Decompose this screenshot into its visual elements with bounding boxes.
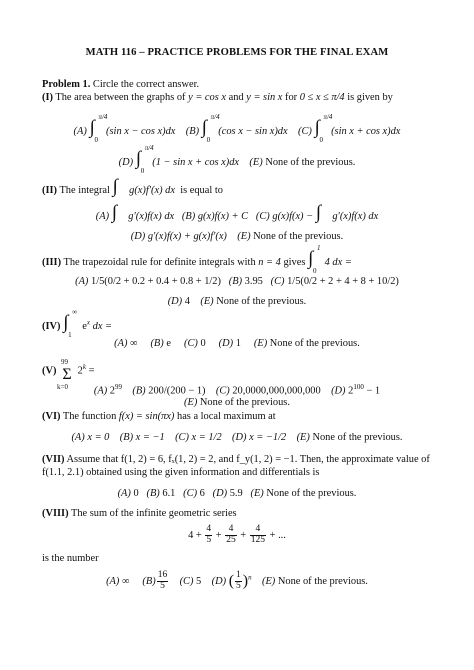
q5-tail: = — [88, 365, 95, 377]
q1-and: and — [228, 92, 244, 103]
q4-option-e[interactable]: None of the previous. — [269, 338, 360, 349]
q5-option-c-label[interactable]: (C) — [215, 385, 230, 397]
q1-text: The area between the graphs of — [55, 92, 186, 103]
q5-option-a-exponent: 99 — [114, 383, 122, 391]
q6-label: (VI) — [42, 411, 61, 422]
q8-option-b-label[interactable]: (B) — [142, 575, 156, 587]
q3-option-e[interactable]: None of the previous. — [216, 296, 307, 307]
q5-base: 2 — [77, 365, 83, 377]
q3-option-d[interactable]: 4 — [184, 296, 190, 307]
q6-option-c-label[interactable]: (C) — [175, 432, 189, 443]
q2-integrand: g(x)f′(x) dx — [129, 185, 175, 196]
q2-option-a[interactable]: g′(x)f(x) dx — [128, 211, 175, 222]
q8-option-d-label[interactable]: (D) — [211, 575, 227, 587]
q5-option-d-tail[interactable]: − 1 — [366, 385, 381, 397]
q7-option-b-label[interactable]: (B) — [146, 488, 160, 499]
integral-sign: ∫ π/4 0 — [89, 113, 108, 144]
problem-label: Problem 1. — [42, 79, 91, 90]
q4-option-d[interactable]: 1 — [235, 338, 241, 349]
q5-option-a-label[interactable]: (A) — [93, 385, 108, 397]
q1-option-e-label[interactable]: (E) — [249, 157, 263, 168]
q5-option-d[interactable]: 2 — [348, 385, 354, 397]
q2-label: (II) — [42, 185, 58, 196]
q7-option-e-label[interactable]: (E) — [250, 488, 264, 499]
q6-option-e[interactable]: None of the previous. — [312, 432, 403, 443]
q6-function: f(x) = sin(πx) — [118, 411, 175, 422]
q7-option-b[interactable]: 6.1 — [162, 488, 176, 499]
q3-text: The trapezoidal rule for definite integrals with — [63, 257, 256, 268]
q4-option-a-label[interactable]: (A) — [114, 338, 128, 349]
q2-text: The integral — [59, 185, 110, 196]
integral-sign: ∫ ∞ 1 — [63, 308, 78, 339]
integral-sign: ∫ π/4 0 — [314, 113, 333, 144]
q7-text-line2: f(1.1, 2.1) obtained using the given information and differentials is — [42, 467, 320, 478]
q7-option-a-label[interactable]: (A) — [117, 488, 131, 499]
integral-sign: ∫ — [315, 202, 321, 223]
question-1 — [42, 91, 393, 104]
question-8 — [42, 507, 237, 520]
q6-option-d[interactable]: x = −1/2 — [249, 432, 287, 443]
q3-label: (III) — [42, 257, 62, 268]
q8-option-c-label[interactable]: (C) — [179, 575, 194, 587]
q7-option-e[interactable]: None of the previous. — [266, 488, 357, 499]
q2-option-d[interactable]: g′(x)f(x) + g(x)f′(x) — [147, 231, 227, 242]
q1-for: for — [285, 92, 298, 103]
q5-option-d-label[interactable]: (D) — [331, 385, 346, 397]
q3-integrand: 4 dx = — [324, 257, 352, 268]
q8-series-tail: + ... — [269, 529, 286, 541]
q7-text-line1: Assume that f(1, 2) = 6, fₓ(1, 2) = 2, and f_y(1, 2) = −1. Then, the approximate value of — [66, 454, 430, 465]
q4-base: e — [82, 321, 87, 332]
q1-option-b-label[interactable]: (B) — [185, 126, 200, 137]
q4-option-e-label[interactable]: (E) — [253, 338, 268, 349]
q1-options-row1 — [0, 113, 474, 144]
q3-option-d-label[interactable]: (D) — [167, 296, 183, 307]
q6-option-a-label[interactable]: (A) — [71, 432, 85, 443]
q3-option-c[interactable]: 1/5(0/2 + 2 + 4 + 8 + 10/2) — [287, 276, 399, 287]
q2-options-row2 — [0, 230, 474, 243]
q1-option-a-label[interactable]: (A) — [73, 126, 87, 137]
q3-options-row1 — [0, 275, 474, 288]
q1-option-a[interactable]: (sin x − cos x)dx — [106, 126, 176, 137]
page-title: MATH 116 – PRACTICE PROBLEMS FOR THE FINAL EXAM — [85, 47, 389, 58]
q8-label: (VIII) — [42, 508, 69, 519]
q1-range: 0 ≤ x ≤ π/4 — [299, 92, 345, 103]
q8-term-1: $\frac{4}{5}$ — [206, 524, 212, 545]
q8-option-d[interactable]: ( $\frac{1}{5}$ )$^n$ — [228, 570, 252, 591]
q5-option-e[interactable]: None of the previous. — [199, 397, 290, 408]
q1-option-d-label[interactable]: (D) — [118, 157, 134, 168]
q5-exponent: k — [82, 363, 86, 371]
q6-option-b-label[interactable]: (B) — [119, 432, 134, 443]
q4-tail: dx = — [92, 321, 113, 332]
q3-option-a-label[interactable]: (A) — [75, 276, 89, 287]
q3-text-end: gives — [283, 257, 306, 268]
q5-option-e-label[interactable]: (E) — [184, 397, 198, 408]
question-5 — [42, 358, 95, 392]
q2-option-e-label[interactable]: (E) — [237, 231, 251, 242]
q4-label: (IV) — [42, 321, 61, 332]
q7-option-c[interactable]: 6 — [199, 488, 205, 499]
q6-options — [0, 431, 474, 444]
q2-option-a-label[interactable]: (A) — [95, 211, 110, 222]
q3-option-c-label[interactable]: (C) — [270, 276, 285, 287]
q8-option-e[interactable]: None of the previous. — [277, 575, 368, 587]
q6-option-a[interactable]: x = 0 — [87, 432, 110, 443]
q4-options — [0, 337, 474, 350]
q4-option-c[interactable]: 0 — [200, 338, 206, 349]
question-3 — [42, 244, 352, 275]
question-2 — [42, 176, 223, 199]
q1-label: (I) — [42, 92, 53, 103]
question-7 — [42, 453, 430, 466]
q2-options-row1 — [0, 202, 474, 225]
q3-n: n = 4 — [258, 257, 281, 268]
sum-sign: 99 Σ k=0 — [57, 358, 72, 392]
q1-text-end: is given by — [347, 92, 393, 103]
q8-text-after: is the number — [42, 553, 99, 564]
problem-instruction: Circle the correct answer. — [92, 79, 200, 90]
q8-option-a-label[interactable]: (A) — [106, 575, 120, 587]
q1-option-e[interactable]: None of the previous. — [265, 157, 356, 168]
question-4 — [42, 308, 113, 339]
q1-option-c[interactable]: (sin x + cos x)dx — [331, 126, 401, 137]
q8-term-3: $\frac{4}{125}$ — [250, 524, 265, 545]
q2-text-end: is equal to — [180, 185, 223, 196]
q7-option-d-label[interactable]: (D) — [212, 488, 228, 499]
q3-option-e-label[interactable]: (E) — [200, 296, 214, 307]
q5-option-d-exponent: 100 — [353, 383, 364, 391]
q3-option-b-label[interactable]: (B) — [228, 276, 243, 287]
q8-options — [0, 571, 474, 592]
q3-options-row2 — [0, 295, 474, 308]
q1-eq2: y = sin x — [246, 92, 283, 103]
q6-option-c[interactable]: x = 1/2 — [191, 432, 222, 443]
q1-options-row2 — [0, 144, 474, 175]
q2-option-c[interactable]: g(x)f(x) − — [272, 211, 314, 222]
q3-option-b[interactable]: 3.95 — [244, 276, 263, 287]
integral-sign: ∫ π/4 0 — [135, 144, 154, 175]
q8-text: The sum of the infinite geometric series — [70, 508, 237, 519]
q2-option-b-label[interactable]: (B) — [181, 211, 196, 222]
q4-option-d-label[interactable]: (D) — [218, 338, 234, 349]
q5-option-b[interactable]: 200/(200 − 1) — [148, 385, 206, 397]
integral-sign: ∫ 1 0 — [308, 244, 321, 275]
q8-term-2: $\frac{4}{25}$ — [226, 524, 236, 545]
q5-options-row2 — [0, 396, 474, 409]
q2-option-b[interactable]: g(x)f(x) + C — [197, 211, 249, 222]
integral-sign: ∫ — [111, 202, 117, 223]
q4-option-c-label[interactable]: (C) — [183, 338, 198, 349]
question-6 — [42, 410, 276, 423]
q8-option-c[interactable]: 5 — [196, 575, 202, 587]
q4-option-a[interactable]: ∞ — [130, 338, 138, 349]
q2-option-c-label[interactable]: (C) — [255, 211, 270, 222]
q2-option-d-label[interactable]: (D) — [130, 231, 146, 242]
q3-option-a[interactable]: 1/5(0/2 + 0.2 + 0.4 + 0.8 + 1/2) — [91, 276, 221, 287]
q6-option-d-label[interactable]: (D) — [232, 432, 247, 443]
q8-option-b[interactable]: $\frac{16}{5}$ — [157, 570, 168, 591]
q7-options — [0, 487, 474, 500]
problem-header — [42, 78, 199, 91]
q6-text: The function — [62, 411, 117, 422]
q5-option-b-label[interactable]: (B) — [132, 385, 146, 397]
q7-label: (VII) — [42, 454, 65, 465]
q1-option-c-label[interactable]: (C) — [298, 126, 312, 137]
q7-option-d[interactable]: 5.9 — [229, 488, 243, 499]
q8-series-lead: 4 + — [188, 529, 202, 541]
integral-sign: ∫ π/4 0 — [201, 113, 220, 144]
q1-option-b[interactable]: (cos x − sin x)dx — [218, 126, 288, 137]
integral-sign: ∫ — [112, 176, 118, 197]
q5-label: (V) — [42, 365, 57, 377]
q6-option-b[interactable]: x = −1 — [135, 432, 165, 443]
q1-eq1: y = cos x — [188, 92, 226, 103]
q4-option-b-label[interactable]: (B) — [150, 338, 164, 349]
q2-option-c-tail[interactable]: g′(x)f(x) dx — [332, 211, 379, 222]
q6-text-end: has a local maximum at — [177, 411, 276, 422]
q6-option-e-label[interactable]: (E) — [296, 432, 310, 443]
q4-exponent: x — [86, 318, 91, 327]
q7-option-a[interactable]: 0 — [133, 488, 139, 499]
q1-option-d[interactable]: (1 − sin x + cos x)dx — [152, 157, 240, 168]
q8-option-e-label[interactable]: (E) — [261, 575, 276, 587]
q5-option-a[interactable]: 2 — [109, 385, 115, 397]
q5-option-c[interactable]: 20,0000,000,000,000 — [232, 385, 321, 397]
q7-option-c-label[interactable]: (C) — [183, 488, 198, 499]
q8-option-a[interactable]: ∞ — [121, 575, 130, 587]
q8-series: 4 + $\frac{4}{5}$ + $\frac{4}{25}$ + $\frac{4}{125}$ + ... — [188, 524, 286, 545]
q4-option-b[interactable]: e — [166, 338, 171, 349]
q2-option-e[interactable]: None of the previous. — [253, 231, 344, 242]
